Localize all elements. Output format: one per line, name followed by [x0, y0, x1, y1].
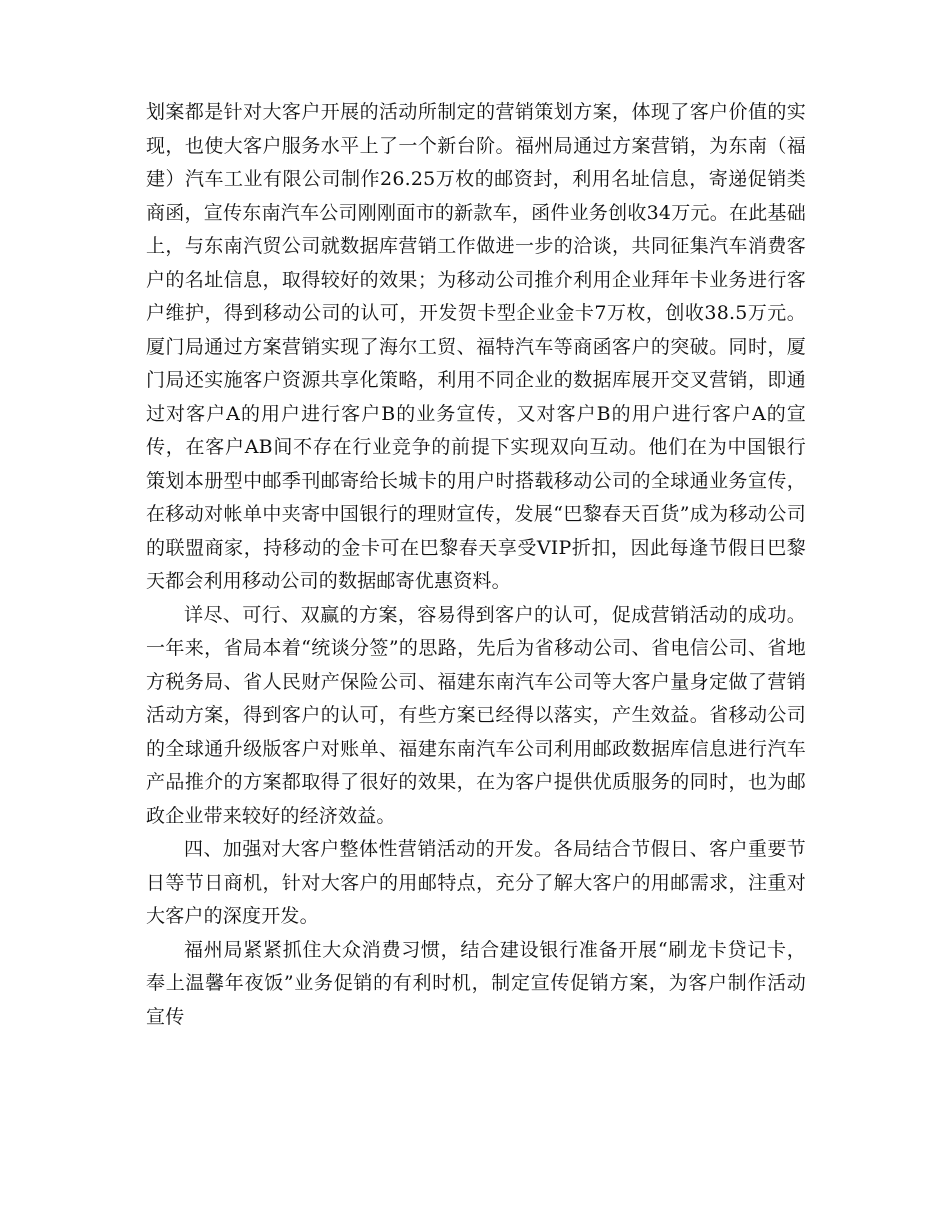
paragraph: 划案都是针对大客户开展的活动所制定的营销策划方案，体现了客户价值的实现，也使大客户服务水平上了一个新台阶。福州局通过方案营销，为东南（福建）汽车工业有限公司制作26.25万枚的邮资封，利用名址信息，寄递促销类商函，宣传东南汽车公司刚刚面市的新款车，函件业务创收34万元。在此基础上，与东南汽贸公司就数据库营销工作做进一步的洽谈，共同征集汽车消费客户的名址信息，取得较好的效果；为移动公司推介利用企业拜年卡业务进行客户维护，得到移动公司的认可，开发贺卡型企业金卡7万枚，创收38.5万元。厦门局通过方案营销实现了海尔工贸、福特汽车等商函客户的突破。同时，厦门局还实施客户资源共享化策略，利用不同企业的数据库展开交叉营销，即通过对客户A的用户进行客户B的业务宣传，又对客户B的用户进行客户A的宣传，在客户AB间不存在行业竞争的前提下实现双向互动。他们在为中国银行策划本册型中邮季刊邮寄给长城卡的用户时搭载移动公司的全球通业务宣传，在移动对帐单中夹寄中国银行的理财宣传，发展“巴黎春天百货”成为移动公司的联盟商家，持移动的金卡可在巴黎春天享受VIP折扣，因此每逢节假日巴黎天都会利用移动公司的数据邮寄优惠资料。 — [146, 101, 806, 592]
document-body — [146, 96, 806, 1034]
paragraph: 福州局紧紧抓住大众消费习惯，结合建设银行准备开展“刷龙卡贷记卡，奉上温馨年夜饭”业务促销的有利时机，制定宣传促销方案，为客户制作活动宣传 — [146, 938, 806, 1028]
paragraph: 详尽、可行、双赢的方案，容易得到客户的认可，促成营销活动的成功。一年来，省局本着“统谈分签”的思路，先后为省移动公司、省电信公司、省地方税务局、省人民财产保险公司、福建东南汽车公司等大客户量身定做了营销活动方案，得到客户的认可，有些方案已经得以落实，产生效益。省移动公司的全球通升级版客户对账单、福建东南汽车公司利用邮政数据库信息进行汽车产品推介的方案都取得了很好的效果，在为客户提供优质服务的同时，也为邮政企业带来较好的经济效益。 — [146, 603, 806, 827]
paragraph: 四、加强对大客户整体性营销活动的开发。各局结合节假日、客户重要节日等节日商机，针对大客户的用邮特点，充分了解大客户的用邮需求，注重对大客户的深度开发。 — [146, 838, 806, 927]
